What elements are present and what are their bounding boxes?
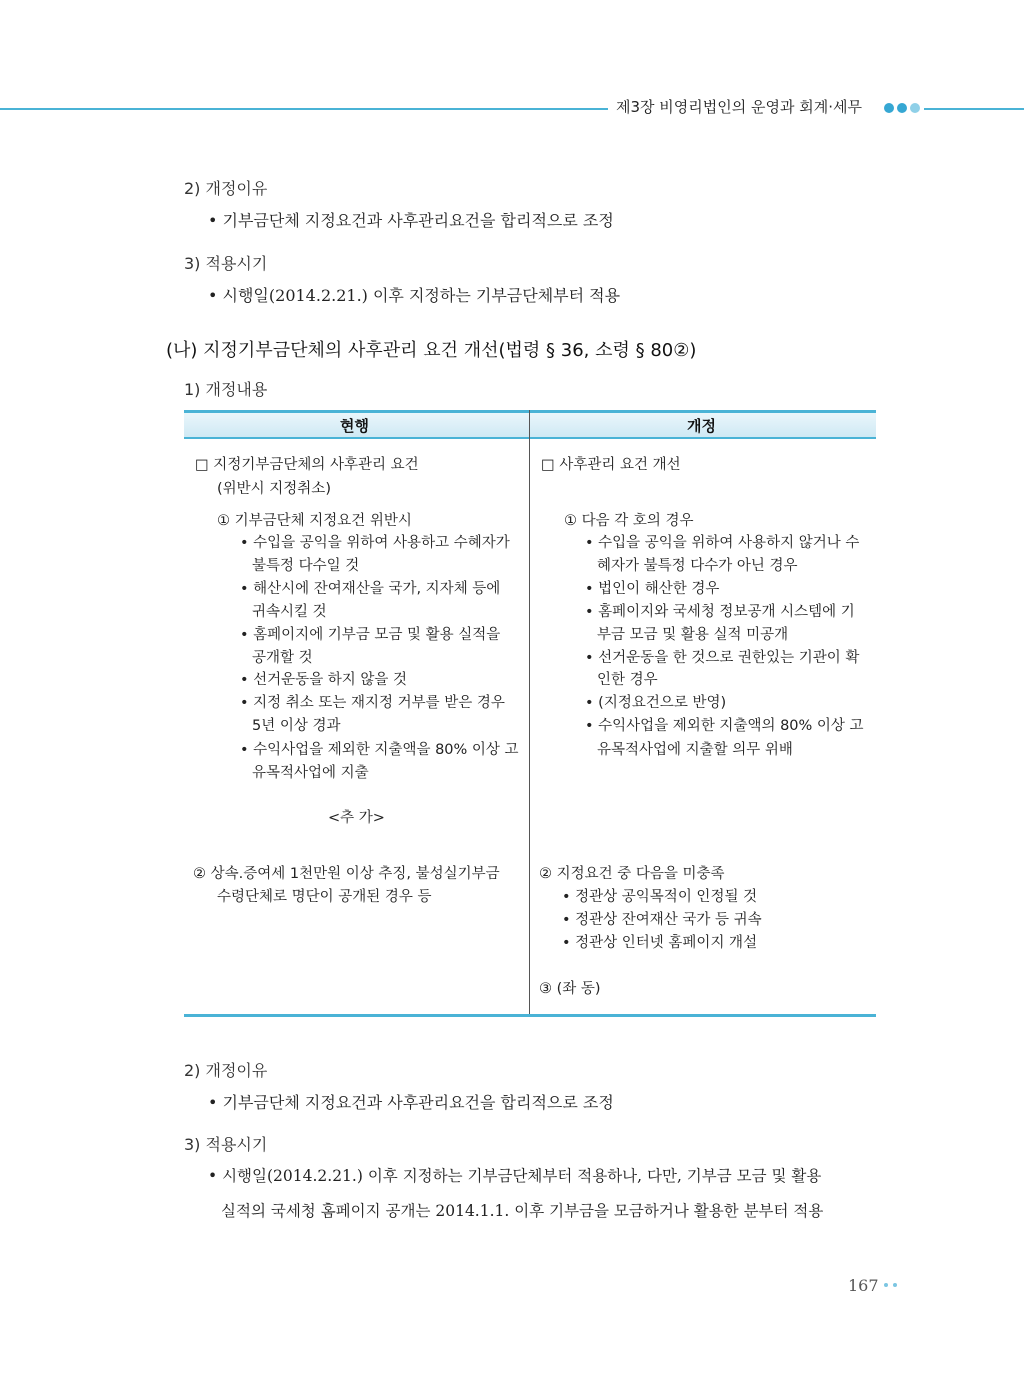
page-dots-icon: [884, 1283, 897, 1287]
left-cell-line: ① 기부금단체 지정요건 위반시: [217, 513, 412, 529]
right-cell-line: □ 사후관리 요건 개선: [541, 457, 681, 473]
left-cell-line: • 지정 취소 또는 재지정 거부를 받은 경우: [240, 695, 505, 711]
right-cell-line: • 수익사업을 제외한 지출액의 80% 이상 고: [585, 718, 864, 734]
right-cell-line: 부금 모금 및 활용 실적 미공개: [597, 627, 789, 643]
apply-heading-2: 3) 적용시기: [184, 1135, 268, 1154]
header-dots-icon: [884, 103, 920, 113]
right-cell-line: • (지정요건으로 반영): [585, 695, 727, 711]
right-cell-line: • 정관상 잔여재산 국가 등 귀속: [562, 912, 762, 928]
chapter-title: 제3장 비영리법인의 운영과 회계·세무: [616, 98, 862, 116]
left-cell-line: 유목적사업에 지출: [252, 765, 369, 781]
apply-heading: 3) 적용시기: [184, 254, 268, 273]
left-cell-line: • 수익사업을 제외한 지출액을 80% 이상 고: [240, 742, 519, 758]
reason-heading-2: 2) 개정이유: [184, 1061, 268, 1080]
left-cell-line: • 선거운동을 하지 않을 것: [240, 672, 408, 688]
right-cell-line: • 법인이 해산한 경우: [585, 581, 720, 597]
table-header-current: 현행: [340, 417, 369, 435]
apply-text: • 시행일(2014.2.21.) 이후 지정하는 기부금단체부터 적용: [208, 286, 621, 305]
left-cell-line: □ 지정기부금단체의 사후관리 요건: [195, 457, 419, 473]
content-heading: 1) 개정내용: [184, 380, 268, 399]
right-cell-line: • 홈페이지와 국세청 정보공개 시스템에 기: [585, 604, 855, 620]
table-header-revised: 개정: [687, 417, 716, 435]
left-cell-line: 공개할 것: [252, 650, 313, 666]
right-cell-line: ① 다음 각 호의 경우: [564, 513, 694, 529]
left-cell-line: ② 상속.증여세 1천만원 이상 추징, 불성실기부금: [193, 866, 500, 882]
page-number: 167: [848, 1276, 879, 1295]
right-cell-line: • 정관상 인터넷 홈페이지 개설: [562, 935, 758, 951]
right-cell-line: • 선거운동을 한 것으로 권한있는 기관이 확: [585, 650, 860, 666]
table-bottom-rule: [184, 1014, 876, 1017]
reason-heading: 2) 개정이유: [184, 179, 268, 198]
table-column-divider: [529, 410, 530, 1014]
right-cell-line: ③ (좌 동): [539, 981, 601, 997]
right-cell-line: 혜자가 불특정 다수가 아닌 경우: [597, 558, 798, 574]
right-cell-line: ② 지정요건 중 다음을 미충족: [539, 866, 725, 882]
reason-text: • 기부금단체 지정요건과 사후관리요건을 합리적으로 조정: [208, 211, 614, 230]
right-cell-line: • 수입을 공익을 위하여 사용하지 않거나 수: [585, 535, 860, 551]
left-cell-line: (위반시 지정취소): [217, 481, 331, 497]
section-title: (나) 지정기부금단체의 사후관리 요건 개선(법령 § 36, 소령 § 80②): [166, 340, 697, 361]
left-cell-line: • 해산시에 잔여재산을 국가, 지자체 등에: [240, 581, 501, 597]
apply-text-2a: • 시행일(2014.2.21.) 이후 지정하는 기부금단체부터 적용하나, 다만, 기부금 모금 및 활용: [208, 1167, 822, 1185]
left-cell-line: 수령단체로 명단이 공개된 경우 등: [217, 889, 432, 905]
left-cell-line: • 홈페이지에 기부금 모금 및 활용 실적을: [240, 627, 501, 643]
left-cell-line: 불특정 다수일 것: [252, 558, 360, 574]
left-cell-line: 귀속시킬 것: [252, 604, 327, 620]
apply-text-2b: 실적의 국세청 홈페이지 공개는 2014.1.1. 이후 기부금을 모금하거나 활용한 분부터 적용: [221, 1202, 824, 1220]
header-rule-left: [0, 108, 608, 110]
right-cell-line: • 정관상 공익목적이 인정될 것: [562, 889, 758, 905]
table-header-bg: [184, 413, 876, 437]
right-cell-line: 유목적사업에 지출할 의무 위배: [597, 742, 793, 758]
left-cell-line: <추 가>: [328, 810, 385, 826]
table-header-rule: [184, 437, 876, 439]
left-cell-line: • 수입을 공익을 위하여 사용하고 수혜자가: [240, 535, 510, 551]
reason-text-2: • 기부금단체 지정요건과 사후관리요건을 합리적으로 조정: [208, 1093, 614, 1112]
left-cell-line: 5년 이상 경과: [252, 718, 341, 734]
header-rule-right: [924, 108, 1024, 110]
right-cell-line: 인한 경우: [597, 672, 658, 688]
